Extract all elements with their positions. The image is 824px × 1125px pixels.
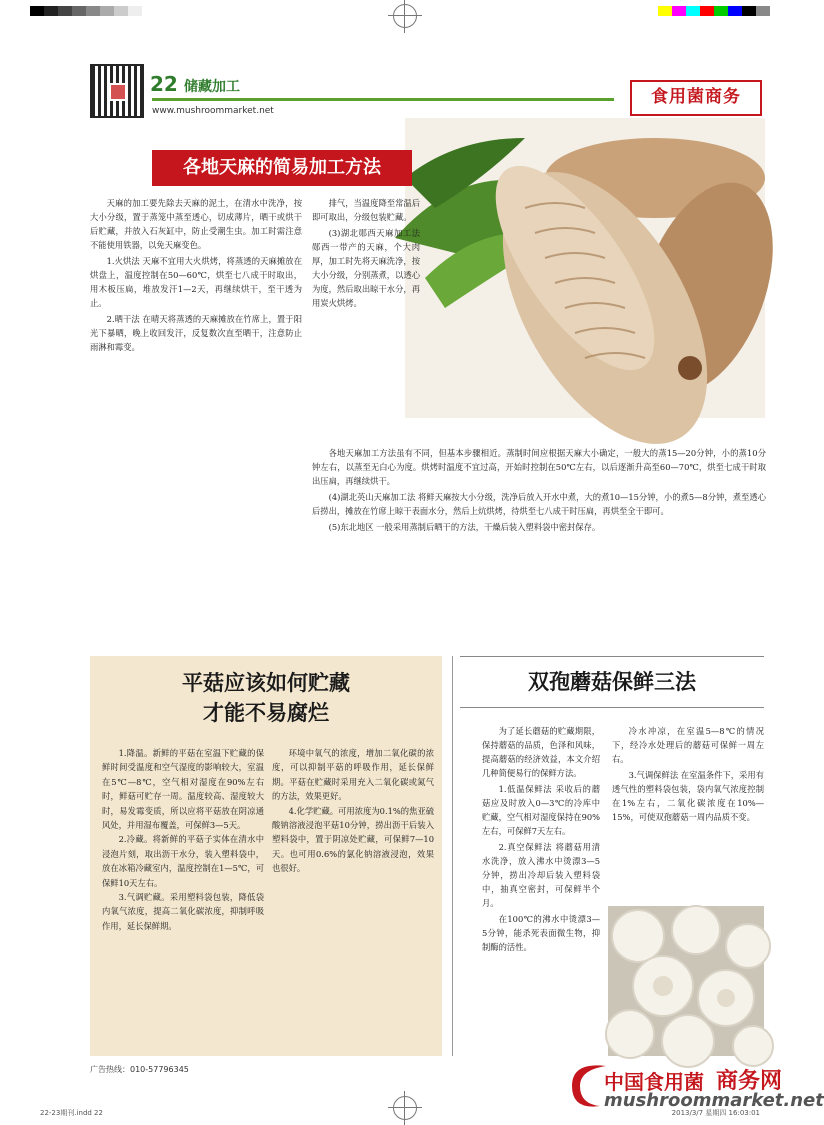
article1-paragraph: 排气，当温度降至常温后即可取出，分级包装贮藏。 <box>312 198 420 222</box>
color-calibration-bar <box>30 6 142 16</box>
footer-footnote: 广告热线：010-57796345 <box>90 1065 189 1074</box>
article1-wide-column <box>312 446 766 536</box>
article1-paragraph: (5)东北地区 一般采用蒸制后晒干的方法，干燥后装入塑料袋中密封保存。 <box>328 522 601 532</box>
article1-column-2 <box>312 196 420 312</box>
article1-paragraph: (4)湖北英山天麻加工法 将鲜天麻按大小分级，洗净后放入开水中煮，大的煮10—15分钟，小的煮5—8分钟，煮至透心后捞出，摊放在竹席上晾干表面水分，然后上炕烘烤，待烘至七八成干时压扁，再烘至全干即可。 <box>312 492 766 516</box>
cmyk-calibration-bar <box>658 6 770 16</box>
site-logo-name-highlight: 商务网 <box>716 1069 783 1094</box>
article1-title: 各地天麻的简易加工方法 <box>152 150 412 186</box>
article1-paragraph: 各地天麻加工方法虽有不同，但基本步骤相近。蒸制时间应根据天麻大小确定，一般大的蒸15—20分钟，小的蒸10分钟左右，以蒸至无白心为度。烘烤时温度不宜过高，开始时控制在50℃左右，以后逐渐升高至60—70℃，烘至七成干时取出压扁，再继续烘干。 <box>312 448 766 486</box>
article3-column-1 <box>482 724 600 956</box>
print-slug-left: 22-23期刊.indd 22 <box>40 1109 103 1117</box>
site-logo-name: 中国食用菌 <box>604 1070 704 1094</box>
article3-paragraph: 在100℃的沸水中烫漂3—5分钟，能杀死表面微生物，抑制酶的活性。 <box>482 914 600 952</box>
article2-column-1 <box>102 746 264 933</box>
article2-paragraph: 4.化学贮藏。可用浓度为0.1%的焦亚硫酸钠溶液浸泡平菇10分钟，捞出沥干后装入塑料袋中，置于阴凉处贮藏，可保鲜7—10天。也可用0.6%的氯化钠溶液浸泡，效果也很好。 <box>272 805 434 874</box>
article2-paragraph: 2.冷藏。将新鲜的平菇子实体在清水中浸泡片刻，取出沥干水分，装入塑料袋中，放在冰箱冷藏室内，温度控制在1—5℃，可保鲜10天左右。 <box>102 834 264 888</box>
registration-mark-bottom <box>393 1096 417 1120</box>
article1-paragraph: 天麻的加工要先除去天麻的泥土，在清水中洗净，按大小分级，置于蒸笼中蒸至透心，切成薄片，晒干或烘干后贮藏，并放入石灰缸中，防止受潮生虫。加工时需注意不能使用铁器，以免天麻变色。 <box>90 198 302 250</box>
page-number: 22 <box>150 72 178 96</box>
qr-code <box>90 64 144 118</box>
article3-paragraph: 3.气调保鲜法 在室温条件下，采用有透气性的塑料袋包装，袋内氧气浓度控制在1%左右，二氧化碳浓度在10%—15%，可使双孢蘑菇一周内品质不变。 <box>612 770 764 822</box>
article3-paragraph: 冷水冲凉，在室温5—8℃的情况下，经冷水处理后的蘑菇可保鲜一周左右。 <box>612 726 764 764</box>
article3-paragraph: 为了延长蘑菇的贮藏期限，保持蘑菇的品质，色泽和风味，提高蘑菇的经济效益，本文介绍几种简便易行的保鲜方法。 <box>482 726 600 778</box>
article1-paragraph: (3)湖北郧西天麻加工法 郧西一带产的天麻，个大肉厚，加工时先将天麻洗净，按大小分级，分别蒸煮，以透心为度，然后取出晾干水分，再用炭火烘烤。 <box>312 228 420 308</box>
article2-title <box>90 668 442 728</box>
article2-title-line1: 平菇应该如何贮藏 <box>182 670 350 695</box>
article2-title-line2: 才能不易腐烂 <box>203 700 329 725</box>
section-label: 储藏加工 <box>184 79 240 95</box>
site-logo-url: mushroommarket.net <box>604 1090 824 1111</box>
article2-paragraph: 3.气调贮藏。采用塑料袋包装，降低袋内氧气浓度，提高二氧化碳浓度，抑制呼吸作用，延长保鲜期。 <box>102 892 264 931</box>
article2-paragraph: 环境中氧气的浓度，增加二氧化碳的浓度，可以抑制平菇的呼吸作用，延长保鲜期。平菇在贮藏时采用充入二氧化碳或氮气的方法，效果更好。 <box>272 748 434 802</box>
article3-paragraph: 2.真空保鲜法 将蘑菇用清水洗净，放入沸水中烫漂3—5分钟，捞出冷却后装入塑料袋中，抽真空密封，可保鲜半个月。 <box>482 842 600 908</box>
tianma-photo <box>405 118 765 418</box>
mushroom-photo <box>608 906 764 1056</box>
article3-paragraph: 1.低温保鲜法 采收后的蘑菇应及时放入0—3℃的冷库中贮藏，空气相对湿度保持在90%左右，可保鲜7天左右。 <box>482 784 601 836</box>
article1-paragraph: 2.晒干法 在晴天将蒸透的天麻摊放在竹席上，置于阳光下暴晒，晚上收回发汗，反复数次直至晒干，注意防止雨淋和霉变。 <box>90 314 302 352</box>
brand-title: 食用菌商务 <box>630 80 762 116</box>
print-slug-right: 2013/3/7 星期四 16:03:01 <box>671 1109 760 1117</box>
column-divider <box>452 656 453 1056</box>
header-rule <box>152 98 614 101</box>
article2-column-2 <box>272 746 434 876</box>
article1-paragraph: 1.火烘法 天麻不宜用大火烘烤，将蒸透的天麻摊放在烘盘上，温度控制在50—60℃，烘至七八成干时取出，用木板压扁，堆放发汗1—2天，再继续烘干，至干透为止。 <box>90 256 302 308</box>
article1-column-1 <box>90 196 302 356</box>
article3-title: 双孢蘑菇保鲜三法 <box>460 656 764 708</box>
article3-column-2 <box>612 724 764 826</box>
registration-mark-top <box>393 4 417 28</box>
header-website: www.mushroommarket.net <box>152 106 274 116</box>
article2-paragraph: 1.降温。新鲜的平菇在室温下贮藏的保鲜时间受温度和空气湿度的影响较大，室温在5℃—8℃，空气相对湿度在90%左右时，鲜菇可贮存一周。温度较高、湿度较大时，易发霉变质，所以应将平菇放在阴凉通风处，并用湿布覆盖，可保鲜3—5天。 <box>102 748 264 831</box>
